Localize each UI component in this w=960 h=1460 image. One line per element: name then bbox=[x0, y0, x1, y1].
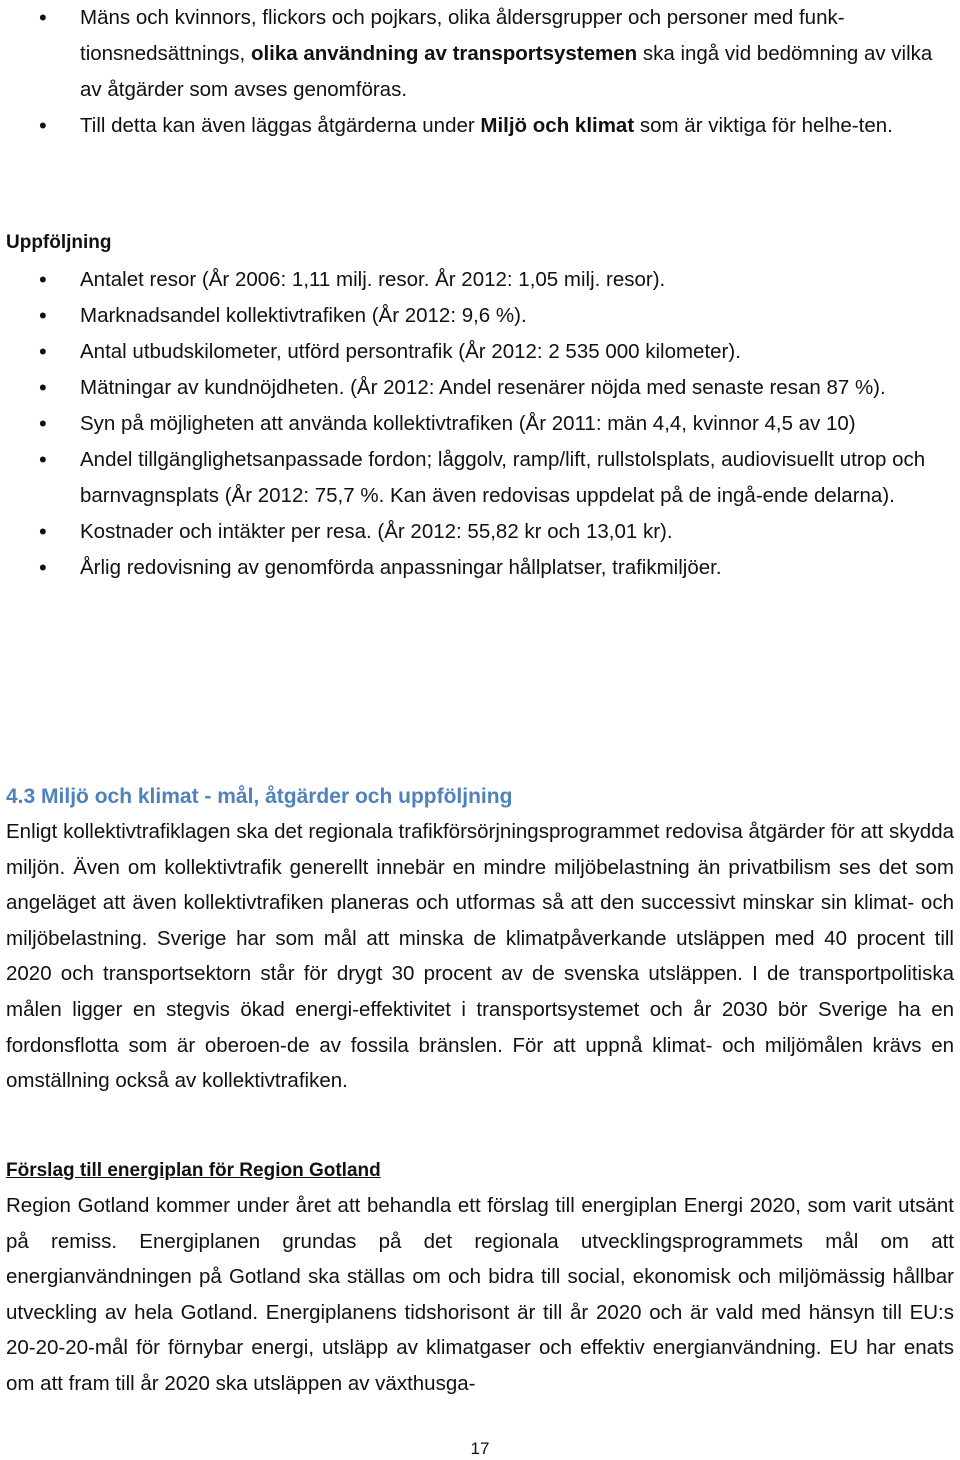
list-item-text: Mäns och kvinnors, flickors och pojkars, olika åldersgrupper och personer med funk-tionsnedsättnings, bbox=[80, 6, 845, 65]
uppfoljning-heading: Uppföljning bbox=[6, 232, 112, 253]
list-item: • Antal utbudskilometer, utförd persontrafik (År 2012: 2 535 000 kilometer). bbox=[0, 334, 960, 370]
list-item: • Marknadsandel kollektivtrafiken (År 2012: 9,6 %). bbox=[0, 298, 960, 334]
list-item-bold-text: olika användning av transportsystemen bbox=[250, 42, 638, 65]
top-bullet-list bbox=[0, 0, 960, 144]
list-item: • Årlig redovisning av genomförda anpassningar hållplatser, trafikmiljöer. bbox=[0, 550, 960, 586]
section-paragraph: Enligt kollektivtrafiklagen ska det regionala trafikförsörjningsprogrammet redovisa åtgärder för att skydda miljön. Även om kollektivtrafik generellt innebär en mindre miljöbelastning än privatbilism ses det som angeläget att även kollektivtrafiken planeras och utformas så att den successivt minskar sin klimat- och miljöbelastning. Sverige har som mål att minska de klimatpåverkande utsläppen med 40 procent till 2020 och transportsektorn står för drygt 30 procent av de svenska utsläppen. I de transportpolitiska målen ligger en stegvis ökad energi-effektivitet i transportsystemet och år 2030 bör Sverige ha en fordonsflotta som är oberoen-de av fossila bränslen. För att uppnå klimat- och miljömålen krävs en omställning också av kollektivtrafiken. bbox=[6, 820, 954, 1093]
section-heading bbox=[6, 780, 512, 814]
list-item: • Syn på möjligheten att använda kollektivtrafiken (År 2011: män 4,4, kvinnor 4,5 av 10) bbox=[0, 406, 960, 442]
list-item: • Mätningar av kundnöjdheten. (År 2012: Andel resenärer nöjda med senaste resan 87 %). bbox=[0, 370, 960, 406]
list-item bbox=[0, 0, 960, 108]
list-item-text: Till detta kan även läggas åtgärderna under bbox=[80, 114, 481, 137]
energiplan-heading: Förslag till energiplan för Region Gotland bbox=[6, 1160, 381, 1181]
section-title: Miljö och klimat - mål, åtgärder och uppföljning bbox=[41, 785, 513, 808]
section-number: 4.3 bbox=[6, 785, 36, 808]
list-item bbox=[0, 108, 960, 144]
list-item: • Andel tillgänglighetsanpassade fordon; låggolv, ramp/lift, rullstolsplats, audiovisuellt utrop och barnvagnsplats (År 2012: 75,7 %. Kan även redovisas uppdelat på de ingå-ende delarna). bbox=[0, 442, 960, 514]
list-item: • Kostnader och intäkter per resa. (År 2012: 55,82 kr och 13,01 kr). bbox=[0, 514, 960, 550]
list-item-text: som är viktiga för helhe-ten. bbox=[634, 114, 893, 137]
list-item-bold-text: Miljö och klimat bbox=[480, 114, 635, 137]
list-item: • Antalet resor (År 2006: 1,11 milj. resor. År 2012: 1,05 milj. resor). bbox=[0, 262, 960, 298]
list-item-text: ska ingå vid bedömning av vilka av åtgärder som avses genomföras. bbox=[80, 42, 933, 101]
uppfoljning-bullet-list bbox=[0, 262, 960, 586]
energiplan-paragraph: Region Gotland kommer under året att behandla ett förslag till energiplan Energi 2020, som varit utsänt på remiss. Energiplanen grundas på det regionala utvecklingsprogrammets mål om att energianvändningen på Gotland ska ställas om och bidra till social, ekonomisk och miljömässig hållbar utveckling av hela Gotland. Energiplanens tidshorisont är till år 2020 och är vald med hänsyn till EU:s 20-20-20-mål för förnybar energi, utsläpp av klimatgaser och effektiv energianvändning. EU har enats om att fram till år 2020 ska utsläppen av växthusga- bbox=[6, 1194, 954, 1395]
page-number: 17 bbox=[470, 1439, 490, 1458]
